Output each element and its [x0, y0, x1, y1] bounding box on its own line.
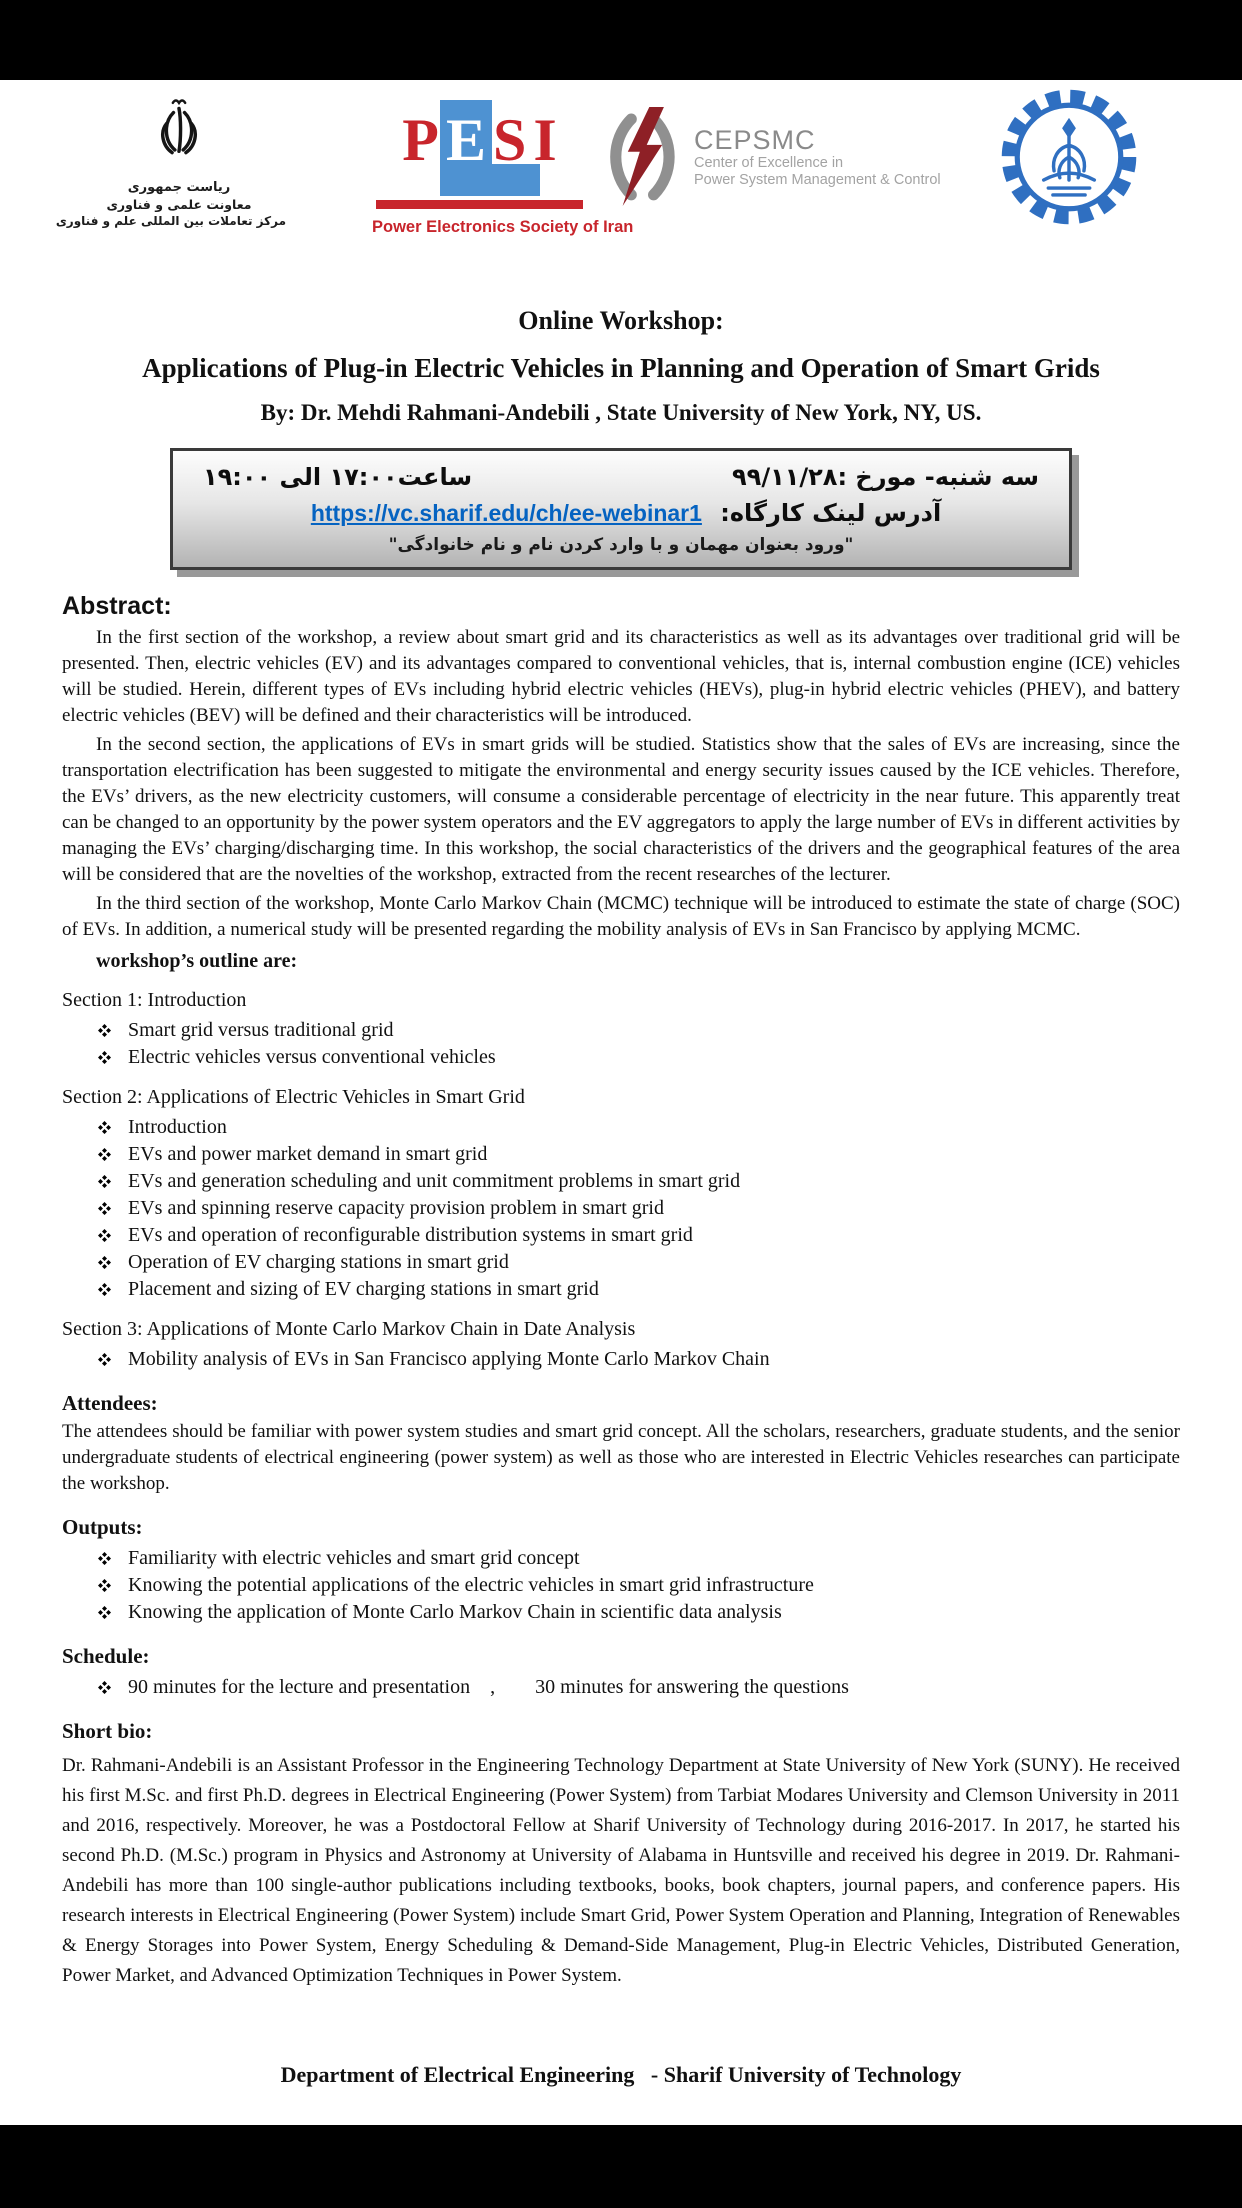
diamond-bullet-icon	[98, 1681, 111, 1694]
diamond-bullet-icon	[98, 1256, 111, 1269]
section-1-list	[62, 1017, 1180, 1071]
gov-logo-line2: معاونت علمی و فناوری	[106, 197, 252, 212]
list-item	[92, 1249, 1180, 1276]
cepsmc-bolt-icon	[602, 104, 688, 209]
list-item-text: Smart grid versus traditional grid	[128, 1019, 394, 1041]
diamond-bullet-icon	[98, 1148, 111, 1161]
outline-section-3	[62, 1316, 1180, 1373]
session-date-time-row	[173, 451, 1069, 491]
schedule-heading: Schedule:	[62, 1644, 150, 1668]
outline-section-1	[62, 987, 1180, 1071]
abstract-paragraph-1: In the first section of the workshop, a review about smart grid and its characteristics as well as its advantages over traditional grid will be presented. Then, electric vehicles (EV) and its advantages compared to conventional vehicles, that is, internal combustion engine (ICE) vehicles will be studied. Herein, different types of EVs including hybrid electric vehicles (HEVs), plug-in hybrid electric vehicles (PHEV), and battery electric vehicles (BEV) will be defined and their characteristics will be introduced.	[62, 627, 1180, 726]
section-3-list	[62, 1346, 1180, 1373]
list-item	[92, 1017, 1180, 1044]
list-item	[92, 1168, 1180, 1195]
list-item-text: EVs and generation scheduling and unit commitment problems in smart grid	[128, 1170, 741, 1192]
iran-national-emblem-icon	[144, 96, 214, 172]
diamond-bullet-icon	[98, 1175, 111, 1188]
schedule-item-text: 90 minutes for the lecture and presentation , 30 minutes for answering the questions	[128, 1676, 849, 1698]
list-item-text: Electric vehicles versus conventional vehicles	[128, 1046, 496, 1068]
list-item-text: Placement and sizing of EV charging stations in smart grid	[128, 1278, 599, 1300]
diamond-bullet-icon	[98, 1121, 111, 1134]
section-2-list	[62, 1114, 1180, 1303]
cepsmc-text	[694, 104, 941, 189]
diamond-bullet-icon	[98, 1606, 111, 1619]
list-item	[92, 1572, 1180, 1599]
logo-row	[55, 94, 1180, 262]
session-link-row	[173, 499, 1069, 527]
attendees-heading: Attendees:	[62, 1391, 158, 1415]
session-link-label: آدرس لینک کارگاه:	[720, 499, 942, 527]
short-bio-text: Dr. Rahmani-Andebili is an Assistant Professor in the Engineering Technology Department at State University of New York (SUNY). He received his first M.Sc. and first Ph.D. degrees in Electrical Engineering (Power System) from Tarbiat Modares University and Clemson University in 2011 and 2016, respectively. Moreover, he was a Postdoctoral Fellow at Sharif University of Technology during 2016-2017. In 2017, he started his second Ph.D. (M.Sc.) program in Physics and Astronomy at University of Alabama in Huntsville and received his degree in 2019. Dr. Rahmani-Andebili has more than 100 single-author publications including textbooks, books, book chapters, journal papers, and conference papers. His research interests in Electrical Engineering (Power System) include Smart Grid, Power System Operation and Planning, Integration of Renewables & Energy Storages into Power System, Energy Scheduling & Demand-Side Management, Plug-in Electric Vehicles, Distributed Generation, Power Market, and Advanced Optimization Techniques in Power System.	[62, 1755, 1180, 1986]
list-item	[92, 1195, 1180, 1222]
short-bio-heading: Short bio:	[62, 1719, 153, 1743]
outline-heading: workshop’s outline are:	[96, 950, 298, 972]
sharif-gear-emblem-icon	[1000, 88, 1138, 226]
iran-government-logo	[55, 96, 286, 230]
pesi-logo	[372, 100, 634, 250]
abstract-heading: Abstract:	[62, 592, 172, 620]
list-item-text: EVs and operation of reconfigurable distribution systems in smart grid	[128, 1224, 693, 1246]
cepsmc-subtitle-1: Center of Excellence in	[694, 155, 844, 171]
cepsmc-logo	[602, 104, 941, 209]
list-item-text: Introduction	[128, 1116, 227, 1138]
pesi-letter-i: I	[533, 107, 557, 173]
list-item	[92, 1222, 1180, 1249]
outputs-list	[62, 1545, 1180, 1626]
gov-logo-text	[55, 179, 286, 230]
list-item	[92, 1141, 1180, 1168]
flyer-content	[0, 80, 1242, 2062]
session-info-box	[170, 448, 1072, 570]
page-title: Applications of Plug-in Electric Vehicles in Planning and Operation of Smart Grids	[142, 353, 1100, 383]
pesi-letter-p: P	[402, 107, 439, 173]
cepsmc-subtitle-2: Power System Management & Control	[694, 172, 941, 188]
schedule-list	[62, 1674, 1180, 1701]
list-item-text: Knowing the potential applications of the electric vehicles in smart grid infrastructure	[128, 1574, 814, 1596]
section-1-title: Section 1: Introduction	[62, 989, 247, 1011]
list-item	[92, 1276, 1180, 1303]
list-item	[92, 1114, 1180, 1141]
pesi-tagline: Power Electronics Society of Iran	[372, 218, 634, 236]
top-black-bar	[0, 0, 1242, 80]
session-time: ساعت۱۷:۰۰ الی ۱۹:۰۰	[203, 463, 473, 491]
gov-logo-line1: ریاست جمهوری	[127, 180, 231, 195]
pesi-red-bar	[376, 200, 583, 209]
list-item	[92, 1674, 1180, 1701]
bottom-black-bar	[0, 2125, 1242, 2208]
list-item	[92, 1545, 1180, 1572]
section-2-title: Section 2: Applications of Electric Vehicles in Smart Grid	[62, 1086, 525, 1108]
list-item-text: Mobility analysis of EVs in San Francisco applying Monte Carlo Markov Chain	[128, 1348, 770, 1370]
list-item-text: EVs and spinning reserve capacity provision problem in smart grid	[128, 1197, 664, 1219]
pesi-letter-e: E	[445, 107, 486, 173]
sharif-university-logo	[1000, 88, 1138, 231]
list-item	[92, 1599, 1180, 1626]
diamond-bullet-icon	[98, 1353, 111, 1366]
workshop-label: Online Workshop:	[518, 306, 724, 335]
session-date: سه شنبه- مورخ :۹۹/۱۱/۲۸	[732, 463, 1039, 491]
list-item	[92, 1346, 1180, 1373]
list-item	[92, 1044, 1180, 1071]
diamond-bullet-icon	[98, 1229, 111, 1242]
diamond-bullet-icon	[98, 1579, 111, 1592]
byline: By: Dr. Mehdi Rahmani-Andebili , State University of New York, NY, US.	[260, 400, 982, 425]
pesi-letter-s: S	[492, 107, 527, 173]
diamond-bullet-icon	[98, 1202, 111, 1215]
section-3-title: Section 3: Applications of Monte Carlo Markov Chain in Date Analysis	[62, 1318, 636, 1340]
cepsmc-name: CEPSMC	[694, 125, 816, 155]
diamond-bullet-icon	[98, 1552, 111, 1565]
webinar-link[interactable]: https://vc.sharif.edu/ch/ee-webinar1	[310, 500, 702, 526]
outputs-heading: Outputs:	[62, 1515, 143, 1539]
abstract-paragraph-3: In the third section of the workshop, Monte Carlo Markov Chain (MCMC) technique will be introduced to estimate the state of charge (SOC) of EVs. In addition, a numerical study will be presented regarding the mobility analysis of EVs in San Francisco by applying MCMC.	[62, 893, 1180, 940]
diamond-bullet-icon	[98, 1051, 111, 1064]
pesi-letters	[372, 107, 587, 173]
guest-entry-note: "ورود بعنوان مهمان و با وارد کردن نام و نام خانوادگی"	[388, 535, 854, 555]
outline-section-2	[62, 1084, 1180, 1303]
diamond-bullet-icon	[98, 1024, 111, 1037]
abstract-paragraph-2: In the second section, the applications of EVs in smart grids will be studied. Statistics show that the sales of EVs are increasing, since the transportation electrification has been suggested to mitigate the environmental and energy security issues caused by the ICE vehicles. Therefore, the EVs’ drivers, as the new electricity customers, will consume a considerable percentage of electricity in the near future. This apparently treat can be changed to an opportunity by the power system operators and the EV aggregators to apply the large number of EVs in different activities by managing the EVs’ charging/discharging time. In this workshop, the social characteristics of the drivers and the geographical features of the area will be considered that are the novelties of the workshop, extracted from the recent researches of the lecturer.	[62, 734, 1180, 885]
attendees-text: The attendees should be familiar with power system studies and smart grid concept. All the scholars, researchers, graduate students, and the senior undergraduate students of electrical engineering (power system) as well as those who are interested in Electric Vehicles researches can participate the workshop.	[62, 1421, 1180, 1494]
diamond-bullet-icon	[98, 1283, 111, 1296]
list-item-text: Knowing the application of Monte Carlo Markov Chain in scientific data analysis	[128, 1601, 782, 1623]
list-item-text: Operation of EV charging stations in smart grid	[128, 1251, 509, 1273]
list-item-text: EVs and power market demand in smart grid	[128, 1143, 488, 1165]
footer-department-line: Department of Electrical Engineering - Sharif University of Technology	[280, 2062, 962, 2087]
gov-logo-line3: مرکز تعاملات بین المللی علم و فناوری	[55, 214, 286, 228]
list-item-text: Familiarity with electric vehicles and smart grid concept	[128, 1547, 580, 1569]
